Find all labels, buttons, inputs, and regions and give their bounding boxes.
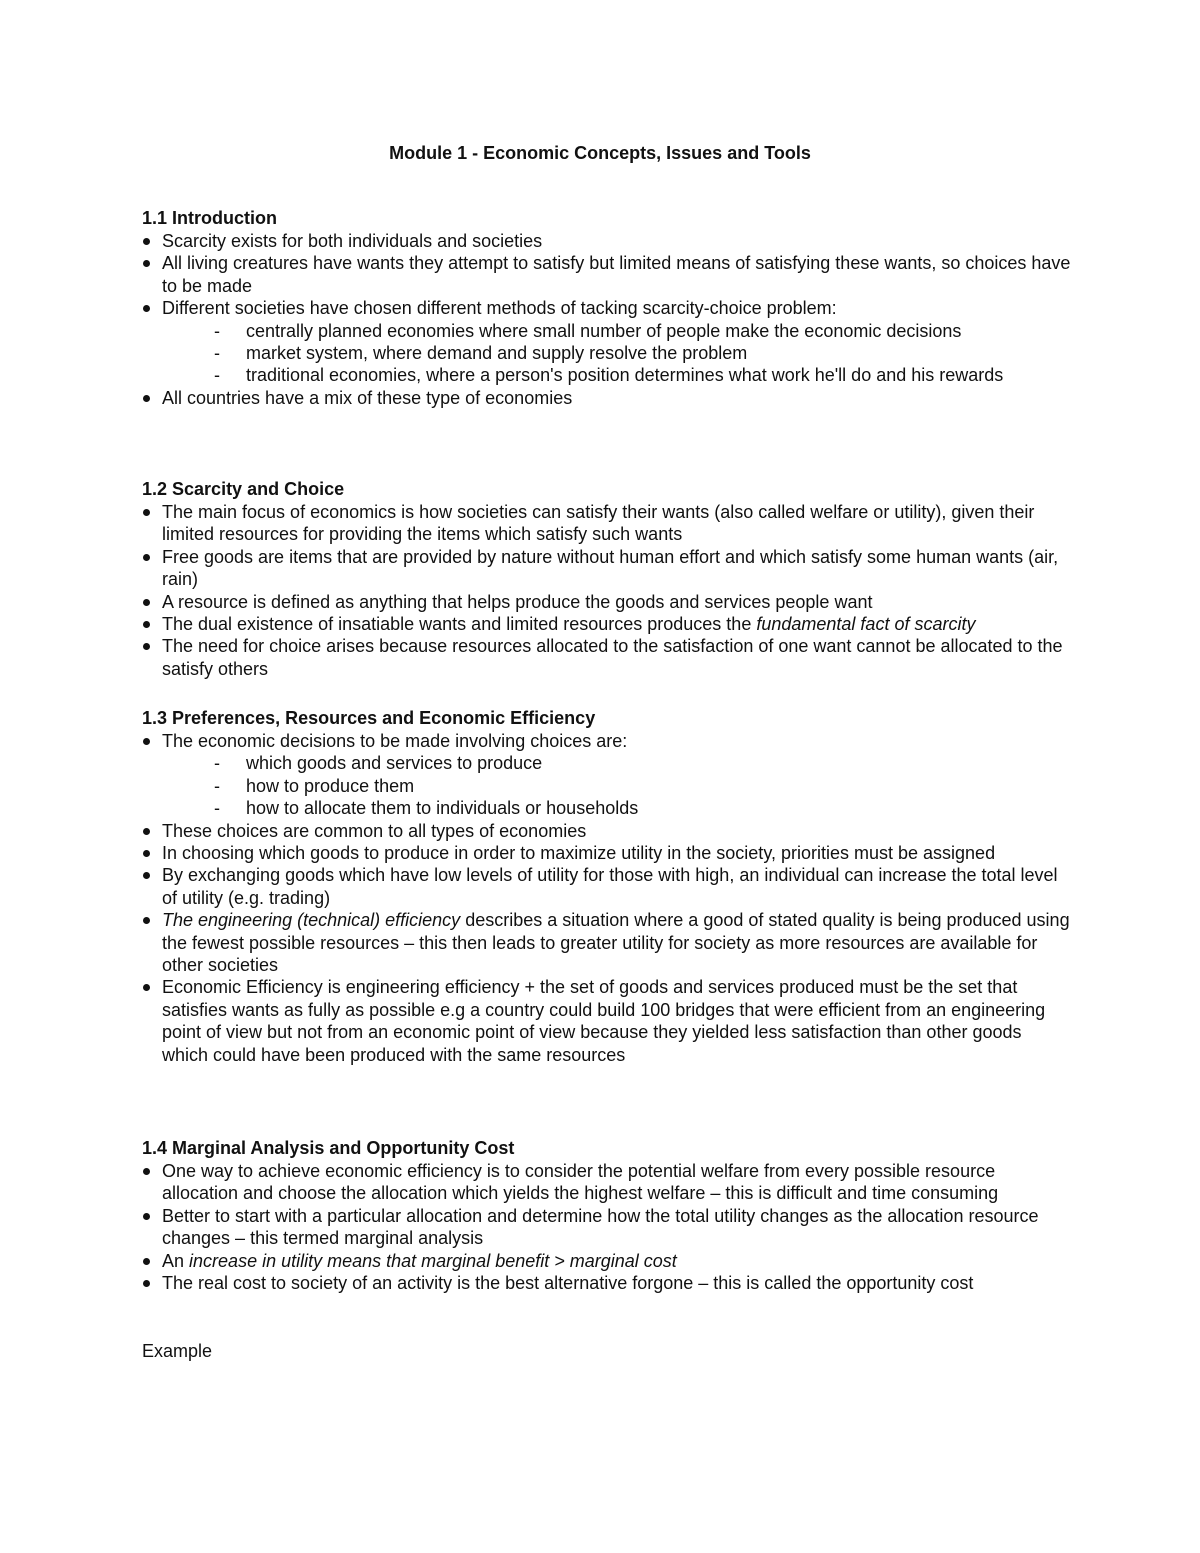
list-item: These choices are common to all types of economies xyxy=(142,820,1072,842)
sub-list-item: - which goods and services to produce xyxy=(214,753,543,774)
list-item: Economic Efficiency is engineering efficiency + the set of goods and services produced must be the set that satisfies wants as fully as possible e.g a country could build 100 bridges that were efficient from an engineering point of view but not from an economic point of view because they yielded less satisfaction than other goods which could have been produced with the same resources xyxy=(142,976,1072,1066)
section-heading: 1.4 Marginal Analysis and Opportunity Cost xyxy=(142,1138,515,1158)
bullet-icon xyxy=(143,1168,150,1175)
dash-icon: - xyxy=(214,343,220,364)
section-scarcity-and-choice xyxy=(142,477,1072,680)
bullet-icon xyxy=(143,509,150,516)
bullet-icon xyxy=(143,1280,150,1287)
bullet-icon xyxy=(143,305,150,312)
bullet-icon xyxy=(143,872,150,879)
list-item: All living creatures have wants they attempt to satisfy but limited means of satisfying these wants, so choices have to be made xyxy=(142,252,1072,297)
list-item: The need for choice arises because resources allocated to the satisfaction of one want cannot be allocated to the satisfy others xyxy=(142,635,1072,680)
bullet-list xyxy=(142,501,1072,680)
sub-list-item: - centrally planned economies where small number of people make the economic decisions xyxy=(214,320,962,341)
dash-icon: - xyxy=(214,775,220,796)
list-item: One way to achieve economic efficiency is to consider the potential welfare from every possible resource allocation and choose the allocation which yields the highest welfare – this is difficult and time consuming xyxy=(142,1160,1072,1205)
example-label: Example xyxy=(142,1341,213,1361)
bullet-icon xyxy=(143,828,150,835)
dash-icon: - xyxy=(214,365,220,386)
list-item: Different societies have chosen different methods of tacking scarcity-choice problem: - centrally planned economies where small number of people make the economic decisions - market system, where demand and supply resolve the problem - traditional economies, where a person's position determines what work he'll do and his rewards xyxy=(142,297,1072,387)
list-item: The economic decisions to be made involving choices are: - which goods and services to produce - how to produce them - how to allocate them to individuals or households xyxy=(142,730,1072,820)
bullet-list xyxy=(142,730,1072,1066)
bullet-icon xyxy=(143,1258,150,1265)
bullet-icon xyxy=(143,984,150,991)
list-item: The main focus of economics is how societies can satisfy their wants (also called welfare or utility), given their limited resources for providing the items which satisfy such wants xyxy=(142,501,1072,546)
section-preferences-resources xyxy=(142,706,1072,1066)
list-item: The real cost to society of an activity is the best alternative forgone – this is called the opportunity cost xyxy=(142,1272,1072,1294)
list-item: In choosing which goods to produce in order to maximize utility in the society, priorities must be assigned xyxy=(142,842,1072,864)
section-introduction xyxy=(142,206,1072,409)
list-item: The engineering (technical) efficiency describes a situation where a good of stated quality is being produced using the fewest possible resources – this then leads to greater utility for society as more resources are available for other societies xyxy=(142,909,1072,976)
italic-phrase: increase in utility means that marginal benefit > marginal cost xyxy=(189,1250,677,1271)
bullet-icon xyxy=(143,1213,150,1220)
bullet-icon xyxy=(143,643,150,650)
dash-icon: - xyxy=(214,320,220,341)
list-item: Better to start with a particular allocation and determine how the total utility changes as the allocation resource changes – this termed marginal analysis xyxy=(142,1205,1072,1250)
section-heading: 1.2 Scarcity and Choice xyxy=(142,479,345,499)
bullet-icon xyxy=(143,738,150,745)
dash-icon: - xyxy=(214,798,220,819)
sub-list-item: - how to allocate them to individuals or households xyxy=(214,798,639,819)
bullet-icon xyxy=(143,917,150,924)
sub-list-item: - market system, where demand and supply resolve the problem xyxy=(214,343,748,364)
section-marginal-analysis xyxy=(142,1136,1072,1294)
list-item: By exchanging goods which have low levels of utility for those with high, an individual can increase the total level of utility (e.g. trading) xyxy=(142,864,1072,909)
list-item: All countries have a mix of these type of economies xyxy=(142,387,1072,409)
section-heading: 1.1 Introduction xyxy=(142,208,277,228)
italic-phrase: The engineering (technical) efficiency xyxy=(162,910,461,931)
bullet-icon xyxy=(143,395,150,402)
bullet-icon xyxy=(143,621,150,628)
list-item: An increase in utility means that marginal benefit > marginal cost xyxy=(142,1250,1072,1272)
section-heading: 1.3 Preferences, Resources and Economic Efficiency xyxy=(142,708,596,728)
bullet-icon xyxy=(143,554,150,561)
page-title: Module 1 - Economic Concepts, Issues and Tools xyxy=(389,143,811,163)
bullet-list xyxy=(142,1160,1072,1294)
sub-list xyxy=(142,320,1072,387)
list-item: Scarcity exists for both individuals and societies xyxy=(142,230,1072,252)
list-item: Free goods are items that are provided by nature without human effort and which satisfy some human wants (air, rain) xyxy=(142,546,1072,591)
bullet-icon xyxy=(143,599,150,606)
bullet-icon xyxy=(143,238,150,245)
bullet-icon xyxy=(143,850,150,857)
list-item: The dual existence of insatiable wants and limited resources produces the fundamental fact of scarcity xyxy=(142,613,1072,635)
bullet-icon xyxy=(143,260,150,267)
sub-list-item: - how to produce them xyxy=(214,775,415,796)
list-item: A resource is defined as anything that helps produce the goods and services people want xyxy=(142,591,1072,613)
italic-phrase: fundamental fact of scarcity xyxy=(756,614,976,635)
dash-icon: - xyxy=(214,753,220,774)
sub-list-item: - traditional economies, where a person's position determines what work he'll do and his rewards xyxy=(214,365,1004,386)
sub-list xyxy=(142,752,1072,819)
bullet-list xyxy=(142,230,1072,409)
